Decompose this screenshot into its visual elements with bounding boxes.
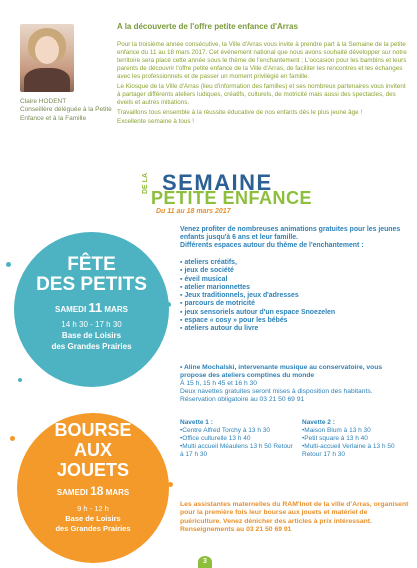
list-item: ▪ éveil musical [180,276,408,284]
list-item: ▪ jeux sensoriels autour d'un espace Snoezelen [180,309,408,317]
fete-title-line1: FÊTE [67,254,116,275]
intro-text [117,41,409,128]
intro-title: A la découverte de l'offre petite enfance d'Arras [117,22,298,31]
person-name: Claire HODENT [20,98,67,105]
logo-de-la: DE LA [142,173,149,194]
intro-paragraph: Pour la troisième année consécutive, la Ville d'Arras vous invite à prendre part à la Semaine de la petite enfance du 11 au 18 mars 2017. Cet événement national que nous avons souhaité développer sur notre territoire sera placé cette année sous le thème de l'enchantement ; L'occasion pour les bambins et leurs parents de découvrir l'offre petite enfance de la Ville d'Arras, de faciliter les rencontres et les échanges avec les professionnels et de passer un moment privilégié en famille. [117,41,407,81]
portrait-photo [20,24,74,92]
logo-petite-enfance: PETITE ENFANCE [151,188,313,208]
assistants-text: Les assistantes maternelles du RAM'Inot de la ville d'Arras, organisent pour la première fois leur bourse aux jouets et matériel de puériculture. Venez dénicher des articles à prix intéressant. [180,501,409,525]
music-section [180,364,408,404]
list-item: • Maison Blum à 13 h 30 [302,427,412,435]
intro-paragraph: Excellente semaine à tous ! [117,118,195,126]
decor-dot [6,262,11,267]
fete-place2: des Grandes Prairies [51,342,132,351]
logo-semaine: SEMAINE [162,170,273,195]
decor-dot [10,436,15,441]
decor-dot [166,302,171,307]
person-role: Conseillère déléguée à la Petite Enfance et à la Famille [20,106,112,122]
assistants-section [180,501,410,534]
list-item: ▪ Jeux traditionnels, jeux d'adresses [180,292,408,300]
bourse-title-line1: BOURSE [54,420,132,440]
bourse-title-line3: JOUETS [56,460,130,480]
shuttles-text: Deux navettes gratuites seront mises à disposition des habitants. [180,388,373,396]
list-item: • Centre Alfred Torchy à 13 h 30 [180,427,298,435]
bourse-place2: des Grandes Prairies [55,524,131,533]
logo-dates: Du 11 au 18 mars 2017 [156,208,231,215]
list-item: • Multi-accueil Verlaine à 13 h 50 Retour 17 h 30 [302,443,412,459]
intro-paragraph: Travaillons tous ensemble à la réussite éducative de nos enfants dès le plus jeune âge ! [117,108,363,116]
portrait-caption [20,98,112,123]
program-intro [180,226,408,251]
music-times: À 15 h, 15 h 45 et 16 h 30 [180,380,257,388]
reservation-text: Réservation obligatoire au 03 21 50 69 91 [180,396,305,404]
decor-dot [18,378,22,382]
program-invite: Venez profiter de nombreuses animations gratuites pour les jeunes enfants jusqu'à 6 ans et leur famille. [180,226,401,242]
fete-hours: 14 h 30 - 17 h 30 [61,320,122,329]
page-number: 3 [198,556,212,568]
fete-date: SAMEDI 11 MARS [55,300,128,315]
decor-dot [168,482,173,487]
navette-2-title: Navette 2 : [302,419,335,426]
bourse-date: SAMEDI 18 MARS [56,484,130,498]
intro-paragraph: Le Kiosque de la Ville d'Arras (lieu d'information des familles) et ses nombreux partenaires vous invitent à partager différents ateliers ludiques, créatifs, culturels, de motricité mais aussi des spectacles, des éveils et autres initiations. [117,82,406,107]
fete-des-petits-badge [14,232,169,387]
bourse-title-line2: AUX [73,440,112,460]
fete-title-line2: DES PETITS [36,274,147,295]
assistants-phone: Renseignements au 03 21 50 69 91 [180,525,292,533]
navette-1 [180,419,298,459]
list-item: ▪ atelier marionnettes [180,284,408,292]
list-item: ▪ ateliers créatifs, [180,259,408,267]
navette-1-title: Navette 1 : [180,419,213,426]
list-item: ▪ jeux de société [180,267,408,275]
fete-place1: Base de Loisirs [61,331,122,340]
bourse-aux-jouets-badge [17,413,169,563]
list-item: • Multi accueil Méaulens 13 h 50 Retour à 17 h 30 [180,443,298,459]
bourse-place1: Base de Loisirs [65,514,121,523]
musician-text: • Aline Mochalski, intervenante musique au conservatoire, vous propose des ateliers comptines du monde [180,364,383,380]
bourse-hours: 9 h - 12 h [77,504,109,513]
list-item: • Petit square à 13 h 40 [302,435,412,443]
list-item: • Office culturelle 13 h 40 [180,435,298,443]
list-item: ▪ espace « cosy » pour les bébés [180,317,408,325]
activities-list [180,259,408,334]
list-item: ▪ ateliers autour du livre [180,325,408,333]
program-spaces: Différents espaces autour du thème de l'enchantement : [180,242,364,250]
navette-2 [302,419,412,459]
list-item: ▪ parcours de motricité [180,300,408,308]
